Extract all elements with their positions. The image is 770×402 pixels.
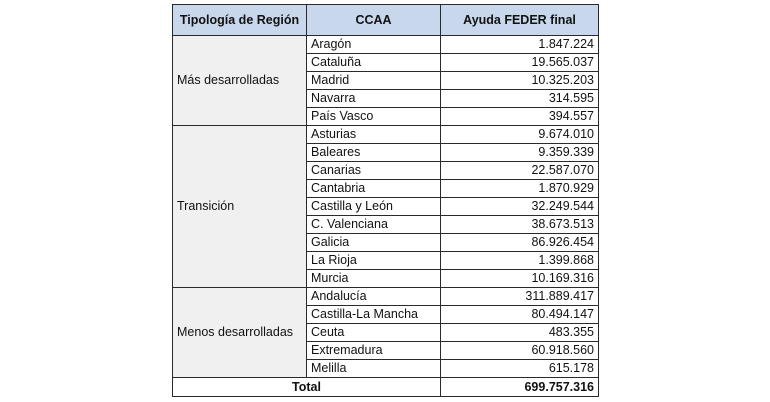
ccaa-cell: Castilla-La Mancha (307, 306, 441, 324)
amount-cell: 394.557 (441, 108, 599, 126)
ccaa-cell: Extremadura (307, 342, 441, 360)
feder-table (172, 4, 599, 397)
ccaa-cell: Andalucía (307, 288, 441, 306)
amount-cell: 9.359.339 (441, 144, 599, 162)
amount-cell: 314.595 (441, 90, 599, 108)
table-row (173, 126, 599, 144)
ccaa-cell: País Vasco (307, 108, 441, 126)
region-cell: Más desarrolladas (173, 36, 307, 126)
amount-cell: 615.178 (441, 360, 599, 378)
amount-cell: 32.249.544 (441, 198, 599, 216)
header-ccaa: CCAA (307, 5, 441, 36)
ccaa-cell: Melilla (307, 360, 441, 378)
ccaa-cell: C. Valenciana (307, 216, 441, 234)
table-row (173, 288, 599, 306)
amount-cell: 9.674.010 (441, 126, 599, 144)
total-amount: 699.757.316 (441, 378, 599, 397)
amount-cell: 1.847.224 (441, 36, 599, 54)
amount-cell: 483.355 (441, 324, 599, 342)
amount-cell: 311.889.417 (441, 288, 599, 306)
header-amount: Ayuda FEDER final (441, 5, 599, 36)
header-row (173, 5, 599, 36)
ccaa-cell: Cantabria (307, 180, 441, 198)
region-cell: Transición (173, 126, 307, 288)
ccaa-cell: La Rioja (307, 252, 441, 270)
header-region: Tipología de Región (173, 5, 307, 36)
ccaa-cell: Galicia (307, 234, 441, 252)
table-row (173, 36, 599, 54)
amount-cell: 10.325.203 (441, 72, 599, 90)
amount-cell: 22.587.070 (441, 162, 599, 180)
region-cell: Menos desarrolladas (173, 288, 307, 378)
table-body (173, 36, 599, 378)
ccaa-cell: Asturias (307, 126, 441, 144)
amount-cell: 19.565.037 (441, 54, 599, 72)
amount-cell: 60.918.560 (441, 342, 599, 360)
ccaa-cell: Murcia (307, 270, 441, 288)
amount-cell: 38.673.513 (441, 216, 599, 234)
total-row (173, 378, 599, 397)
ccaa-cell: Ceuta (307, 324, 441, 342)
amount-cell: 80.494.147 (441, 306, 599, 324)
ccaa-cell: Baleares (307, 144, 441, 162)
amount-cell: 1.399.868 (441, 252, 599, 270)
ccaa-cell: Madrid (307, 72, 441, 90)
ccaa-cell: Canarias (307, 162, 441, 180)
ccaa-cell: Cataluña (307, 54, 441, 72)
ccaa-cell: Aragón (307, 36, 441, 54)
total-label: Total (173, 378, 441, 397)
amount-cell: 1.870.929 (441, 180, 599, 198)
ccaa-cell: Navarra (307, 90, 441, 108)
ccaa-cell: Castilla y León (307, 198, 441, 216)
amount-cell: 10.169.316 (441, 270, 599, 288)
amount-cell: 86.926.454 (441, 234, 599, 252)
